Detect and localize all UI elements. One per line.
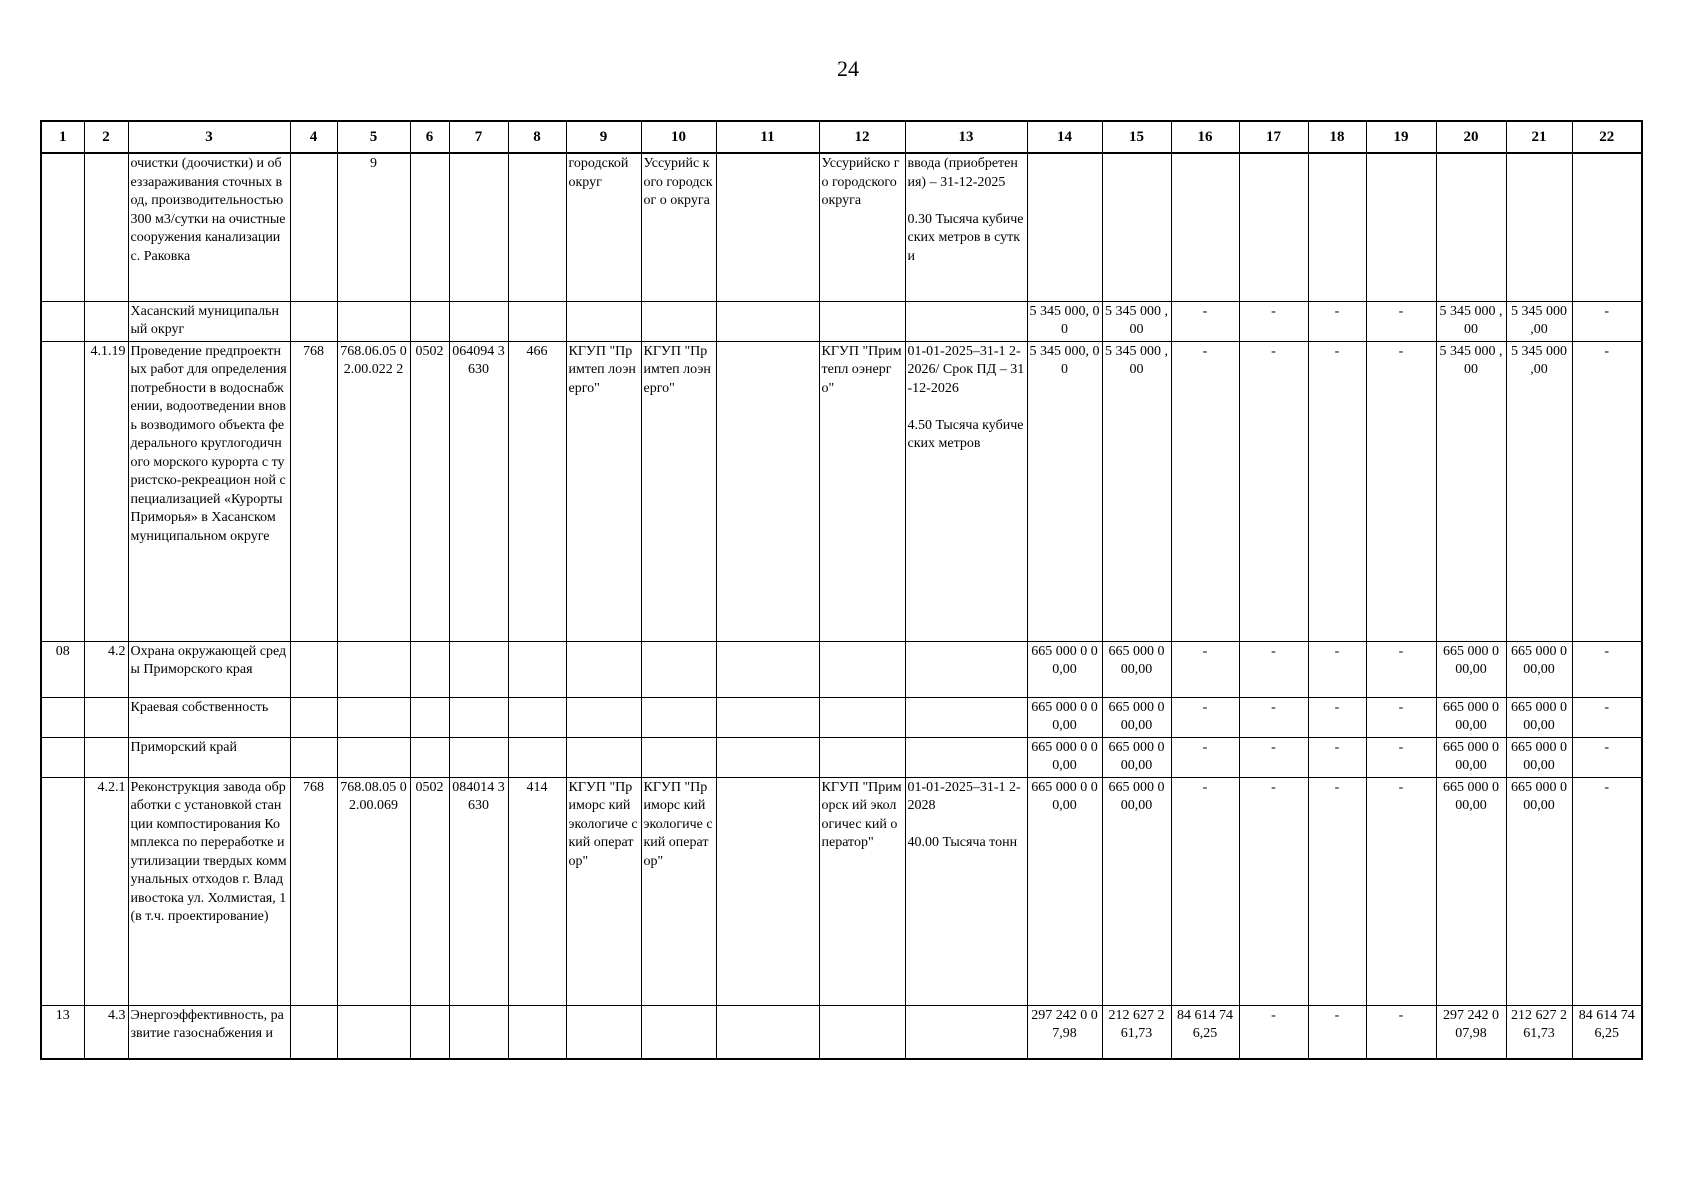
table-cell <box>641 1005 716 1059</box>
table-cell: 768 <box>290 341 337 641</box>
table-cell: 5 345 000 ,00 <box>1436 341 1506 641</box>
table-cell <box>290 641 337 697</box>
table-cell <box>290 153 337 301</box>
table-cell <box>641 697 716 737</box>
table-cell <box>84 737 128 777</box>
table-cell: 5 345 000, 00 <box>1027 341 1102 641</box>
table-cell: 5 345 000 ,00 <box>1102 301 1171 341</box>
table-cell: 01-01-2025–31-1 2-2028 40.00 Тысяча тонн <box>905 777 1027 1005</box>
table-cell <box>905 737 1027 777</box>
table-cell <box>410 737 449 777</box>
table-cell: - <box>1366 301 1436 341</box>
table-cell: 665 000 0 00,00 <box>1102 737 1171 777</box>
table-cell <box>410 301 449 341</box>
table-cell: - <box>1308 341 1366 641</box>
table-cell <box>41 153 84 301</box>
table-cell <box>508 153 566 301</box>
table-cell <box>905 641 1027 697</box>
column-header: 1 <box>41 121 84 153</box>
table-cell <box>508 641 566 697</box>
table-cell: - <box>1572 737 1642 777</box>
table-cell <box>716 641 819 697</box>
table-cell: - <box>1572 301 1642 341</box>
table-cell <box>566 641 641 697</box>
table-cell <box>449 641 508 697</box>
data-table <box>40 120 1643 1060</box>
table-cell: КГУП "Приморс кий экологиче ский оператор" <box>566 777 641 1005</box>
table-cell: 665 000 0 00,00 <box>1436 641 1506 697</box>
table-cell: - <box>1308 697 1366 737</box>
table-cell <box>566 697 641 737</box>
table-row <box>41 301 1642 341</box>
table-cell <box>84 301 128 341</box>
table-cell: - <box>1308 777 1366 1005</box>
table-cell: 665 000 0 00,00 <box>1506 641 1572 697</box>
table-cell: Хасанский муниципальный округ <box>128 301 290 341</box>
table-cell: - <box>1239 737 1308 777</box>
table-cell <box>337 1005 410 1059</box>
table-cell: 665 000 0 00,00 <box>1506 737 1572 777</box>
table-cell: Реконструкция завода обработки с установкой станции компостирования Комплекса по переработке и утилизации твердых коммунальных отходов г. Владивостока ул. Холмистая, 1 (в т.ч. проектирование) <box>128 777 290 1005</box>
table-cell: Приморский край <box>128 737 290 777</box>
table-cell <box>337 641 410 697</box>
table-cell: 0502 <box>410 777 449 1005</box>
column-header: 9 <box>566 121 641 153</box>
table-cell: 9 <box>337 153 410 301</box>
table-cell: - <box>1308 737 1366 777</box>
table-cell: 665 000 0 00,00 <box>1436 777 1506 1005</box>
table-cell: 768.08.05 02.00.069 <box>337 777 410 1005</box>
table-cell: 297 242 0 07,98 <box>1436 1005 1506 1059</box>
table-row <box>41 641 1642 697</box>
table-cell <box>819 641 905 697</box>
table-cell <box>566 301 641 341</box>
table-cell <box>410 153 449 301</box>
table-row <box>41 153 1642 301</box>
table-cell: - <box>1572 697 1642 737</box>
table-cell <box>290 737 337 777</box>
table-cell: КГУП "Примтепл оэнерго" <box>819 341 905 641</box>
column-header: 17 <box>1239 121 1308 153</box>
column-header: 19 <box>1366 121 1436 153</box>
table-cell <box>1436 153 1506 301</box>
table-cell: 5 345 000 ,00 <box>1436 301 1506 341</box>
table-cell: КГУП "Примтеп лоэнерго" <box>641 341 716 641</box>
table-cell: 665 000 0 00,00 <box>1506 697 1572 737</box>
table-cell <box>41 737 84 777</box>
table-cell <box>716 153 819 301</box>
table-cell: - <box>1171 641 1239 697</box>
table-cell: 4.3 <box>84 1005 128 1059</box>
table-cell <box>1366 153 1436 301</box>
table-cell: 768 <box>290 777 337 1005</box>
table-cell: 665 000 0 00,00 <box>1506 777 1572 1005</box>
table-cell <box>1239 153 1308 301</box>
table-cell <box>508 697 566 737</box>
table-cell <box>508 737 566 777</box>
table-cell: 5 345 000 ,00 <box>1506 341 1572 641</box>
table-cell <box>410 641 449 697</box>
table-cell <box>819 697 905 737</box>
column-header: 6 <box>410 121 449 153</box>
table-cell <box>410 1005 449 1059</box>
table-cell <box>84 697 128 737</box>
table-cell: городской округ <box>566 153 641 301</box>
table-cell <box>449 737 508 777</box>
table-cell <box>41 777 84 1005</box>
table-cell <box>410 697 449 737</box>
table-cell <box>508 1005 566 1059</box>
table-cell: 665 000 0 00,00 <box>1436 737 1506 777</box>
table-cell <box>905 697 1027 737</box>
table-cell <box>716 697 819 737</box>
column-header: 11 <box>716 121 819 153</box>
table-cell: - <box>1239 1005 1308 1059</box>
table-cell: 08 <box>41 641 84 697</box>
table-cell <box>819 301 905 341</box>
table-cell <box>566 737 641 777</box>
table-cell: 4.2 <box>84 641 128 697</box>
table-cell: 466 <box>508 341 566 641</box>
column-header: 21 <box>1506 121 1572 153</box>
table-cell: Уссурийско го городского округа <box>819 153 905 301</box>
table-cell: - <box>1572 641 1642 697</box>
table-cell: - <box>1366 737 1436 777</box>
table-cell: 84 614 74 6,25 <box>1572 1005 1642 1059</box>
table-cell: - <box>1239 301 1308 341</box>
column-header: 4 <box>290 121 337 153</box>
table-cell: 4.1.19 <box>84 341 128 641</box>
table-cell: - <box>1366 341 1436 641</box>
table-cell: Энергоэффективность, развитие газоснабжения и <box>128 1005 290 1059</box>
table-cell: 0502 <box>410 341 449 641</box>
table-cell <box>290 1005 337 1059</box>
table-cell: ввода (приобретения) – 31-12-2025 0.30 Тысяча кубических метров в сутки <box>905 153 1027 301</box>
table-cell: 5 345 000 ,00 <box>1102 341 1171 641</box>
table-cell <box>337 697 410 737</box>
table-cell: - <box>1366 697 1436 737</box>
table-cell <box>1506 153 1572 301</box>
column-header: 14 <box>1027 121 1102 153</box>
table-cell <box>508 301 566 341</box>
column-header: 16 <box>1171 121 1239 153</box>
table-cell: - <box>1366 777 1436 1005</box>
table-cell: - <box>1308 301 1366 341</box>
table-cell <box>1308 153 1366 301</box>
table-cell: - <box>1239 697 1308 737</box>
table-cell <box>819 1005 905 1059</box>
table-cell: 84 614 74 6,25 <box>1171 1005 1239 1059</box>
table-cell: 13 <box>41 1005 84 1059</box>
table-cell: - <box>1308 1005 1366 1059</box>
table-cell <box>290 697 337 737</box>
table-cell: - <box>1366 641 1436 697</box>
column-header: 20 <box>1436 121 1506 153</box>
table-cell <box>1572 153 1642 301</box>
table-cell <box>641 737 716 777</box>
column-header: 7 <box>449 121 508 153</box>
table-cell <box>449 697 508 737</box>
table-cell: Проведение предпроектных работ для определения потребности в водоснабжении, водоотведении вновь возводимого объекта федерального круглогодичного морского курорта с туристско-рекреацион ной специализацией «Курорты Приморья» в Хасанском муниципальном округе <box>128 341 290 641</box>
table-cell: - <box>1171 697 1239 737</box>
table-cell <box>449 153 508 301</box>
table-cell: 212 627 2 61,73 <box>1102 1005 1171 1059</box>
table-cell <box>449 301 508 341</box>
header-row <box>41 121 1642 153</box>
table-cell: 665 000 0 00,00 <box>1102 697 1171 737</box>
table-row <box>41 737 1642 777</box>
table-cell: - <box>1239 777 1308 1005</box>
column-header: 13 <box>905 121 1027 153</box>
table-cell: 665 000 0 00,00 <box>1027 641 1102 697</box>
table-cell <box>905 1005 1027 1059</box>
table-cell: 665 000 0 00,00 <box>1102 777 1171 1005</box>
table-cell: 768.06.05 02.00.022 2 <box>337 341 410 641</box>
column-header: 5 <box>337 121 410 153</box>
table-cell <box>41 341 84 641</box>
table-cell: - <box>1171 777 1239 1005</box>
column-header: 15 <box>1102 121 1171 153</box>
table-cell <box>1102 153 1171 301</box>
table-cell <box>716 777 819 1005</box>
column-header: 18 <box>1308 121 1366 153</box>
table-cell: 212 627 2 61,73 <box>1506 1005 1572 1059</box>
table-cell: Уссурийс кого городског о округа <box>641 153 716 301</box>
table-cell: 665 000 0 00,00 <box>1436 697 1506 737</box>
table-cell: КГУП "Приморск ий экологичес кий оператор" <box>819 777 905 1005</box>
table-cell <box>337 737 410 777</box>
table-cell: 5 345 000, 00 <box>1027 301 1102 341</box>
table-cell: 084014 3630 <box>449 777 508 1005</box>
table-cell: - <box>1572 341 1642 641</box>
table-cell: Краевая собственность <box>128 697 290 737</box>
table-cell: - <box>1171 301 1239 341</box>
table-cell <box>337 301 410 341</box>
table-cell: 297 242 0 07,98 <box>1027 1005 1102 1059</box>
table-cell <box>41 301 84 341</box>
table-cell: 665 000 0 00,00 <box>1027 697 1102 737</box>
table-cell: 665 000 0 00,00 <box>1027 737 1102 777</box>
table-cell: 665 000 0 00,00 <box>1027 777 1102 1005</box>
table-cell: 064094 3630 <box>449 341 508 641</box>
column-header: 8 <box>508 121 566 153</box>
table-cell: 01-01-2025–31-1 2-2026/ Срок ПД – 31-12-2026 4.50 Тысяча кубических метров <box>905 341 1027 641</box>
table-cell: - <box>1308 641 1366 697</box>
table-cell <box>716 737 819 777</box>
table-cell: 4.2.1 <box>84 777 128 1005</box>
table-cell: КГУП "Примтеп лоэнерго" <box>566 341 641 641</box>
table-cell: - <box>1239 641 1308 697</box>
table-cell <box>716 341 819 641</box>
table-cell: - <box>1239 341 1308 641</box>
table-cell: - <box>1171 341 1239 641</box>
table-cell <box>641 641 716 697</box>
table-cell <box>716 1005 819 1059</box>
table-cell <box>819 737 905 777</box>
table-cell <box>716 301 819 341</box>
table-cell: - <box>1366 1005 1436 1059</box>
table-cell <box>641 301 716 341</box>
table-cell <box>566 1005 641 1059</box>
column-header: 22 <box>1572 121 1642 153</box>
table-cell <box>290 301 337 341</box>
table-cell: КГУП "Приморс кий экологиче ский оператор" <box>641 777 716 1005</box>
table-cell: - <box>1572 777 1642 1005</box>
table-cell <box>449 1005 508 1059</box>
table-cell <box>84 153 128 301</box>
table-row <box>41 777 1642 1005</box>
table-cell: 414 <box>508 777 566 1005</box>
table-cell <box>905 301 1027 341</box>
table-cell: очистки (доочистки) и обеззараживания сточных вод, производительностью 300 м3/сутки на очистные сооружения канализации с. Раковка <box>128 153 290 301</box>
table-row <box>41 1005 1642 1059</box>
column-header: 10 <box>641 121 716 153</box>
table-cell: - <box>1171 737 1239 777</box>
table-row <box>41 341 1642 641</box>
column-header: 3 <box>128 121 290 153</box>
column-header: 12 <box>819 121 905 153</box>
column-header: 2 <box>84 121 128 153</box>
table-cell <box>1171 153 1239 301</box>
table-cell <box>1027 153 1102 301</box>
page-number: 24 <box>837 56 859 81</box>
table-row <box>41 697 1642 737</box>
table-cell: 665 000 0 00,00 <box>1102 641 1171 697</box>
table-cell: Охрана окружающей среды Приморского края <box>128 641 290 697</box>
table-cell <box>41 697 84 737</box>
table-cell: 5 345 000 ,00 <box>1506 301 1572 341</box>
